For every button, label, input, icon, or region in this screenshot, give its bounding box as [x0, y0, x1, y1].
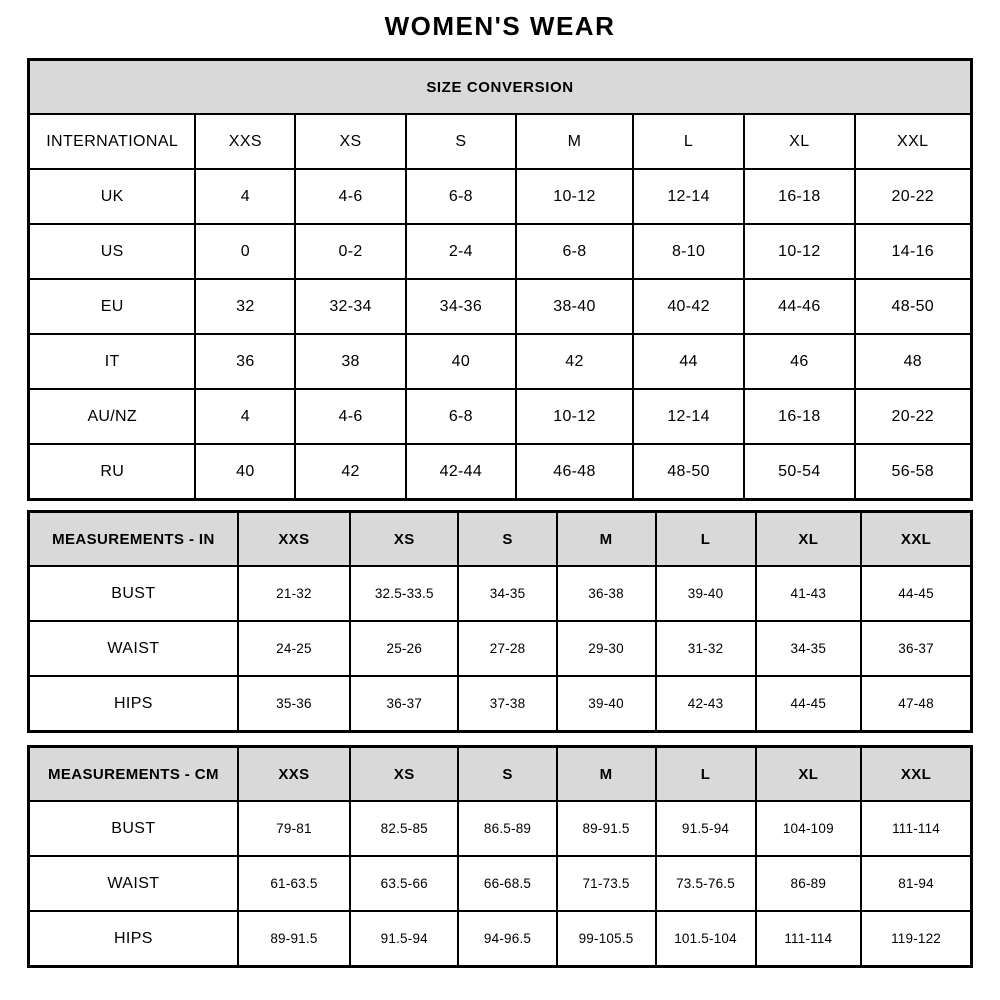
- cell: 20-22: [855, 389, 972, 444]
- column-header: XS: [350, 511, 458, 566]
- row-label: WAIST: [29, 856, 238, 911]
- column-header: XXS: [238, 511, 350, 566]
- cell: 34-35: [756, 621, 862, 676]
- cell: 32: [195, 279, 295, 334]
- cell: 12-14: [633, 389, 744, 444]
- row-label: IT: [29, 334, 196, 389]
- cell: 32.5-33.5: [350, 566, 458, 621]
- row-label: AU/NZ: [29, 389, 196, 444]
- cell: 101.5-104: [656, 911, 756, 966]
- cell: 20-22: [855, 169, 972, 224]
- row-label-header: INTERNATIONAL: [29, 114, 196, 169]
- cell: 25-26: [350, 621, 458, 676]
- cell: 39-40: [656, 566, 756, 621]
- cell: 89-91.5: [238, 911, 350, 966]
- cell: 91.5-94: [350, 911, 458, 966]
- row-label: UK: [29, 169, 196, 224]
- cell: 42: [516, 334, 633, 389]
- cell: 31-32: [656, 621, 756, 676]
- cell: 21-32: [238, 566, 350, 621]
- measurements-in-table: [27, 510, 973, 733]
- cell: 36-37: [350, 676, 458, 731]
- column-header: XXS: [238, 746, 350, 801]
- cell: 46: [744, 334, 854, 389]
- column-header-row: [29, 746, 972, 801]
- cell: 89-91.5: [557, 801, 656, 856]
- cell: 6-8: [406, 169, 516, 224]
- cell: 10-12: [744, 224, 854, 279]
- cell: 119-122: [861, 911, 971, 966]
- cell: 73.5-76.5: [656, 856, 756, 911]
- column-header: S: [458, 511, 556, 566]
- cell: 27-28: [458, 621, 556, 676]
- cell: 63.5-66: [350, 856, 458, 911]
- cell: 10-12: [516, 389, 633, 444]
- cell: 4: [195, 169, 295, 224]
- cell: 86.5-89: [458, 801, 556, 856]
- column-header: S: [406, 114, 516, 169]
- cell: 24-25: [238, 621, 350, 676]
- column-header: XS: [350, 746, 458, 801]
- row-label-header: MEASUREMENTS - CM: [29, 746, 238, 801]
- cell: 111-114: [861, 801, 971, 856]
- cell: 40-42: [633, 279, 744, 334]
- cell: 10-12: [516, 169, 633, 224]
- cell: 111-114: [756, 911, 862, 966]
- table-row: [29, 676, 972, 731]
- cell: 39-40: [557, 676, 656, 731]
- cell: 8-10: [633, 224, 744, 279]
- cell: 47-48: [861, 676, 971, 731]
- column-header: XXL: [855, 114, 972, 169]
- table-row: [29, 334, 972, 389]
- cell: 4-6: [295, 169, 405, 224]
- column-header: XL: [744, 114, 854, 169]
- cell: 12-14: [633, 169, 744, 224]
- cell: 61-63.5: [238, 856, 350, 911]
- cell: 36: [195, 334, 295, 389]
- cell: 16-18: [744, 169, 854, 224]
- table-row: [29, 279, 972, 334]
- cell: 42: [295, 444, 405, 499]
- size-conversion-table: [27, 58, 973, 501]
- cell: 91.5-94: [656, 801, 756, 856]
- column-header: M: [557, 511, 656, 566]
- table-row: [29, 911, 972, 966]
- table-row: [29, 621, 972, 676]
- row-label: EU: [29, 279, 196, 334]
- column-header: XS: [295, 114, 405, 169]
- cell: 50-54: [744, 444, 854, 499]
- column-header: XXL: [861, 511, 971, 566]
- cell: 44-45: [756, 676, 862, 731]
- row-label: RU: [29, 444, 196, 499]
- table-row: [29, 224, 972, 279]
- column-header: XL: [756, 511, 862, 566]
- column-header: M: [557, 746, 656, 801]
- cell: 38-40: [516, 279, 633, 334]
- cell: 32-34: [295, 279, 405, 334]
- cell: 71-73.5: [557, 856, 656, 911]
- row-label: WAIST: [29, 621, 238, 676]
- page-title: WOMEN'S WEAR: [384, 11, 616, 41]
- cell: 35-36: [238, 676, 350, 731]
- cell: 38: [295, 334, 405, 389]
- cell: 99-105.5: [557, 911, 656, 966]
- cell: 42-43: [656, 676, 756, 731]
- tables-container: [27, 58, 973, 968]
- cell: 56-58: [855, 444, 972, 499]
- table-row: [29, 169, 972, 224]
- cell: 46-48: [516, 444, 633, 499]
- column-header: XXS: [195, 114, 295, 169]
- cell: 37-38: [458, 676, 556, 731]
- cell: 34-36: [406, 279, 516, 334]
- cell: 4-6: [295, 389, 405, 444]
- cell: 86-89: [756, 856, 862, 911]
- cell: 66-68.5: [458, 856, 556, 911]
- cell: 40: [195, 444, 295, 499]
- table-row: [29, 566, 972, 621]
- column-header: S: [458, 746, 556, 801]
- measurements-cm-table: [27, 745, 973, 968]
- cell: 0: [195, 224, 295, 279]
- cell: 44: [633, 334, 744, 389]
- row-label: US: [29, 224, 196, 279]
- cell: 29-30: [557, 621, 656, 676]
- cell: 14-16: [855, 224, 972, 279]
- cell: 48: [855, 334, 972, 389]
- table-row: [29, 856, 972, 911]
- cell: 36-38: [557, 566, 656, 621]
- cell: 44-46: [744, 279, 854, 334]
- cell: 41-43: [756, 566, 862, 621]
- column-header: L: [656, 746, 756, 801]
- table-row: [29, 444, 972, 499]
- cell: 104-109: [756, 801, 862, 856]
- row-label: HIPS: [29, 676, 238, 731]
- table-row: [29, 801, 972, 856]
- cell: 79-81: [238, 801, 350, 856]
- cell: 6-8: [516, 224, 633, 279]
- table-row: [29, 389, 972, 444]
- cell: 36-37: [861, 621, 971, 676]
- row-label-header: MEASUREMENTS - IN: [29, 511, 238, 566]
- cell: 34-35: [458, 566, 556, 621]
- column-header: XL: [756, 746, 862, 801]
- column-header-row: [29, 114, 972, 169]
- column-header: M: [516, 114, 633, 169]
- cell: 82.5-85: [350, 801, 458, 856]
- table-title: SIZE CONVERSION: [29, 59, 972, 114]
- cell: 2-4: [406, 224, 516, 279]
- row-label: BUST: [29, 566, 238, 621]
- column-header: XXL: [861, 746, 971, 801]
- column-header: L: [633, 114, 744, 169]
- cell: 48-50: [855, 279, 972, 334]
- cell: 0-2: [295, 224, 405, 279]
- cell: 16-18: [744, 389, 854, 444]
- column-header: L: [656, 511, 756, 566]
- cell: 44-45: [861, 566, 971, 621]
- cell: 4: [195, 389, 295, 444]
- cell: 48-50: [633, 444, 744, 499]
- cell: 40: [406, 334, 516, 389]
- cell: 81-94: [861, 856, 971, 911]
- cell: 6-8: [406, 389, 516, 444]
- row-label: BUST: [29, 801, 238, 856]
- column-header-row: [29, 511, 972, 566]
- cell: 94-96.5: [458, 911, 556, 966]
- cell: 42-44: [406, 444, 516, 499]
- table-title-row: [29, 59, 972, 114]
- row-label: HIPS: [29, 911, 238, 966]
